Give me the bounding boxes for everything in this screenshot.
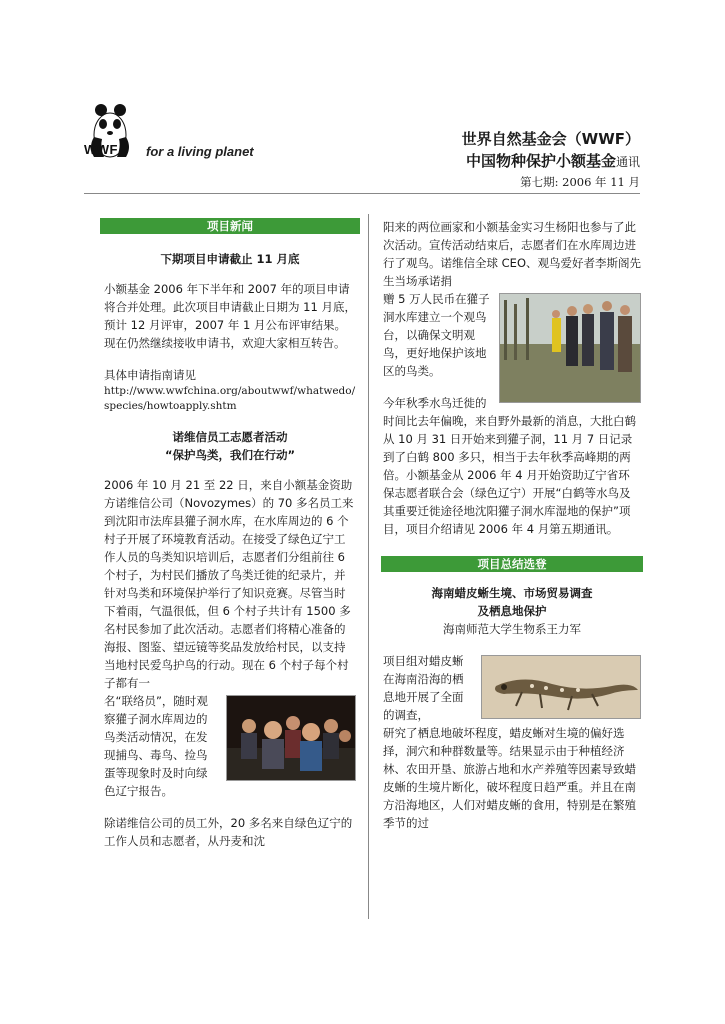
section-bar-summary: 项目总结选登 <box>381 556 643 572</box>
paragraph: 今年秋季水鸟迁徙的时间比去年偏晚，来自野外最新的消息，大批白鹤从 10 月 31 日开始来到獾子洞，11 月 7 日记录到了白鹤 800 多只，相当于去年秋季高峰期的两倍。小额基金从 2006 年 4 月开始资助辽宁省环保志愿者联合会（绿色辽宁）开展“白鹤等水鸟及其重要迁徙途径地沈阳獾子洞水库湿地的保护”项目，项目介绍请见 2006 年 4 月第五期通讯。 <box>383 396 636 536</box>
birdwatching-photo <box>499 293 641 403</box>
fund-title-suffix: 通讯 <box>615 155 640 169</box>
paragraph: 阳来的两位画家和小额基金实习生杨阳也参与了此次活动。宣传活动结束后，志愿者们在水库周边进行了观鸟。诺维信全球 CEO、观鸟爱好者李斯阁先生当场承诺捐 <box>383 220 642 288</box>
tagline: for a living planet <box>146 144 254 159</box>
paragraph: 项目组对蜡皮蜥在海南沿海的栖息地开展了全面的调查， <box>383 654 464 722</box>
org-title: 世界自然基金会（WWF） <box>461 130 640 148</box>
article-title-volunteer: 诺维信员工志愿者活动 <box>172 430 288 444</box>
fund-title-text: 中国物种保护小额基金 <box>465 152 616 170</box>
article-byline: 海南师范大学生物系王力军 <box>443 622 581 636</box>
right-column <box>383 218 641 832</box>
villagers-photo <box>226 695 356 781</box>
paragraph-text: 2006 年 10 月 21 至 22 日，来自小额基金资助方诺维信公司（Novozymes）的 70 多名员工来到沈阳市法库县獾子洞水库，在水库周边的 6 个村子开展了环境教育活动。在接受了绿色辽宁工作人员的鸟类知识培训后，志愿者们分组前往 6 个村子，为村民们播放了鸟类迁徙的纪录片，并针对鸟类和环境保护举行了知识竞赛。尽管当时下着雨，气温很低，但 6 个村子共计有 1500 多名村民参加了此次活动。志愿者们将精心准备的海报、图鉴、望远镜等奖品发放给村民，以支持当地村民爱鸟护鸟的行动。现在 <box>104 478 354 672</box>
masthead <box>462 128 640 191</box>
lizard-photo <box>481 655 641 719</box>
issue-line: 第七期: 2006 年 11 月 <box>520 175 640 189</box>
article-title-lizard-2: 及栖息地保护 <box>477 604 547 618</box>
article-title-deadline: 下期项目申请截止 11 月底 <box>160 252 300 266</box>
article-title-lizard: 海南蜡皮蜥生境、市场贸易调查 <box>431 586 593 600</box>
paragraph-text: 6 个村子每个村子都有一 <box>104 658 349 690</box>
paragraph: 名“联络员”，随时观察獾子洞水库周边的鸟类活动情况，在发现捕鸟、毒鸟、捡鸟蛋等现象时及时向绿色辽宁报告。 <box>104 694 208 798</box>
section-bar-news: 项目新闻 <box>100 218 360 234</box>
paragraph: 具体申请指南请见 <box>104 368 196 382</box>
header-rule <box>84 193 640 194</box>
paragraph <box>104 476 356 692</box>
paragraph: 赠 5 万人民币在獾子洞水库建立一个观鸟台，以确保文明观鸟，更好地保护该地区的鸟类。 <box>383 292 490 378</box>
article-subtitle-volunteer: “保护鸟类，我们在行动” <box>164 448 296 462</box>
apply-guide-link[interactable]: http://www.wwfchina.org/aboutwwf/whatwedo/species/howtoapply.shtm <box>104 385 356 412</box>
paragraph: 除诺维信公司的员工外，20 多名来自绿色辽宁的工作人员和志愿者，从丹麦和沈 <box>104 816 353 848</box>
paragraph: 小额基金 2006 年下半年和 2007 年的项目申请将合并处理。此次项目申请截止日期为 11 月底，预计 12 月评审，2007 年 1 月公布评审结果。现在仍然继续接收申请书，欢迎大家相互转告。 <box>104 282 356 350</box>
left-column <box>104 218 356 850</box>
column-divider <box>368 214 369 919</box>
paragraph: 研究了栖息地破坏程度，蜡皮蜥对生境的偏好选择，洞穴和种群数量等。结果显示由于种植经济林、农田开垦、旅游占地和水产养殖等因素导致蜡皮蜥的生境片断化，破坏程度日趋严重。并且在南方沿海地区，人们对蜡皮蜥的食用，特别是在繁殖季节的过 <box>383 726 636 830</box>
fund-title <box>462 150 640 173</box>
wwf-wordmark: WWF <box>84 142 118 157</box>
